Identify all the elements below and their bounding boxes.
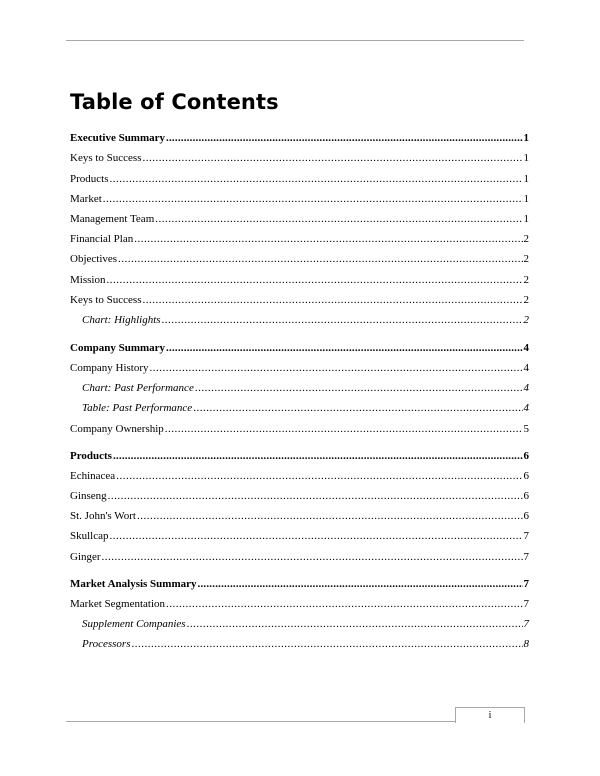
toc-entry[interactable] (82, 381, 529, 395)
toc-dot-leader (143, 293, 523, 307)
toc-entry[interactable] (70, 172, 529, 186)
toc-entry[interactable] (70, 341, 529, 355)
toc-entry[interactable] (70, 252, 529, 266)
toc-entry[interactable] (70, 422, 529, 436)
toc-entry[interactable] (70, 212, 529, 226)
toc-entry[interactable] (70, 529, 529, 543)
toc-entry-label: Ginger (70, 551, 101, 563)
toc-entry-label: Products (70, 450, 112, 462)
toc-dot-leader (187, 617, 523, 631)
toc-entry-page: 7 (523, 530, 529, 542)
toc-entry-label: Table: Past Performance (82, 402, 193, 414)
toc-dot-leader (110, 529, 523, 543)
toc-entry[interactable] (70, 232, 529, 246)
toc-entry-label: Keys to Success (70, 294, 142, 306)
header-rule (66, 40, 524, 41)
toc-entry-label: Chart: Past Performance (82, 382, 194, 394)
toc-entry-page: 7 (523, 598, 529, 610)
toc-entry-label: Chart: Highlights (82, 314, 161, 326)
toc-entry-label: Processors (82, 638, 131, 650)
toc-entry-page: 6 (523, 450, 529, 462)
toc-dot-leader (193, 401, 522, 415)
toc-entry-label: Company Ownership (70, 423, 164, 435)
toc-entry-label: Executive Summary (70, 132, 166, 144)
toc-entry-page: 2 (523, 294, 529, 306)
toc-entry[interactable] (70, 192, 529, 206)
toc-dot-leader (118, 252, 522, 266)
toc-entry-page: 6 (523, 470, 529, 482)
toc-entry[interactable] (82, 313, 529, 327)
toc-entry-page: 1 (523, 132, 529, 144)
toc-entry-page: 2 (523, 233, 529, 245)
page-number: i (455, 707, 525, 723)
toc-entry-label: Company History (70, 362, 149, 374)
toc-entry-page: 6 (523, 510, 529, 522)
toc-dot-leader (110, 172, 523, 186)
toc-dot-leader (195, 381, 523, 395)
toc-entry-label: Market (70, 193, 102, 205)
toc-dot-leader (113, 449, 523, 463)
toc-entry-label: Products (70, 173, 109, 185)
toc-dot-leader (103, 192, 523, 206)
toc-entry-page: 2 (523, 253, 529, 265)
toc-dot-leader (106, 273, 522, 287)
toc-entry[interactable] (70, 273, 529, 287)
toc-entry-page: 6 (523, 490, 529, 502)
toc-dot-leader (108, 489, 523, 503)
toc-dot-leader (166, 597, 522, 611)
toc-entry[interactable] (70, 449, 529, 463)
toc-entry-label: Market Analysis Summary (70, 578, 197, 590)
toc-entry-page: 8 (523, 638, 529, 650)
toc-dot-leader (131, 637, 522, 651)
toc-entry[interactable] (82, 401, 529, 415)
toc-entry-label: Market Segmentation (70, 598, 166, 610)
toc-entry[interactable] (70, 361, 529, 375)
toc-entry-page: 2 (523, 274, 529, 286)
toc-entry-label: Keys to Success (70, 152, 142, 164)
toc-entry-label: Mission (70, 274, 106, 286)
toc-entry-page: 2 (523, 314, 529, 326)
toc-dot-leader (102, 550, 523, 564)
toc-entry-page: 7 (523, 551, 529, 563)
toc-dot-leader (198, 577, 523, 591)
toc-entry-page: 4 (523, 342, 529, 354)
toc-entry[interactable] (70, 597, 529, 611)
toc-dot-leader (143, 151, 523, 165)
toc-dot-leader (134, 232, 522, 246)
toc-entry-label: Financial Plan (70, 233, 134, 245)
footer-rule (66, 721, 456, 722)
toc-entry-page: 1 (523, 213, 529, 225)
toc-entry[interactable] (70, 489, 529, 503)
toc-entry[interactable] (70, 550, 529, 564)
toc-entry-label: Objectives (70, 253, 118, 265)
toc-entry[interactable] (70, 293, 529, 307)
toc-entry-label: St. John's Wort (70, 510, 136, 522)
toc-dot-leader (162, 313, 523, 327)
toc-entry-page: 7 (523, 578, 529, 590)
toc-dot-leader (150, 361, 523, 375)
toc-entry[interactable] (82, 637, 529, 651)
toc-entry-page: 7 (523, 618, 529, 630)
toc-dot-leader (116, 469, 522, 483)
toc-entry-label: Management Team (70, 213, 155, 225)
toc-entry-label: Company Summary (70, 342, 166, 354)
toc-entry[interactable] (70, 577, 529, 591)
toc-entry-label: Ginseng (70, 490, 107, 502)
toc-dot-leader (165, 422, 523, 436)
toc-entry-page: 4 (523, 382, 529, 394)
toc-entry-page: 1 (523, 173, 529, 185)
toc-entry[interactable] (70, 151, 529, 165)
toc-dot-leader (137, 509, 523, 523)
toc-entry[interactable] (70, 509, 529, 523)
toc-entry-page: 4 (523, 402, 529, 414)
toc-entry[interactable] (70, 131, 529, 145)
toc-dot-leader (155, 212, 522, 226)
toc-entry-page: 4 (523, 362, 529, 374)
toc-dot-leader (166, 341, 522, 355)
toc-entry-label: Echinacea (70, 470, 116, 482)
toc-entry-label: Supplement Companies (82, 618, 186, 630)
toc-entry-page: 1 (523, 152, 529, 164)
toc-entry-label: Skullcap (70, 530, 109, 542)
toc-entry[interactable] (70, 469, 529, 483)
toc-dot-leader (166, 131, 522, 145)
toc-entry-page: 1 (523, 193, 529, 205)
page-title: Table of Contents (70, 90, 279, 114)
toc-entry-page: 5 (523, 423, 529, 435)
toc-entry[interactable] (82, 617, 529, 631)
